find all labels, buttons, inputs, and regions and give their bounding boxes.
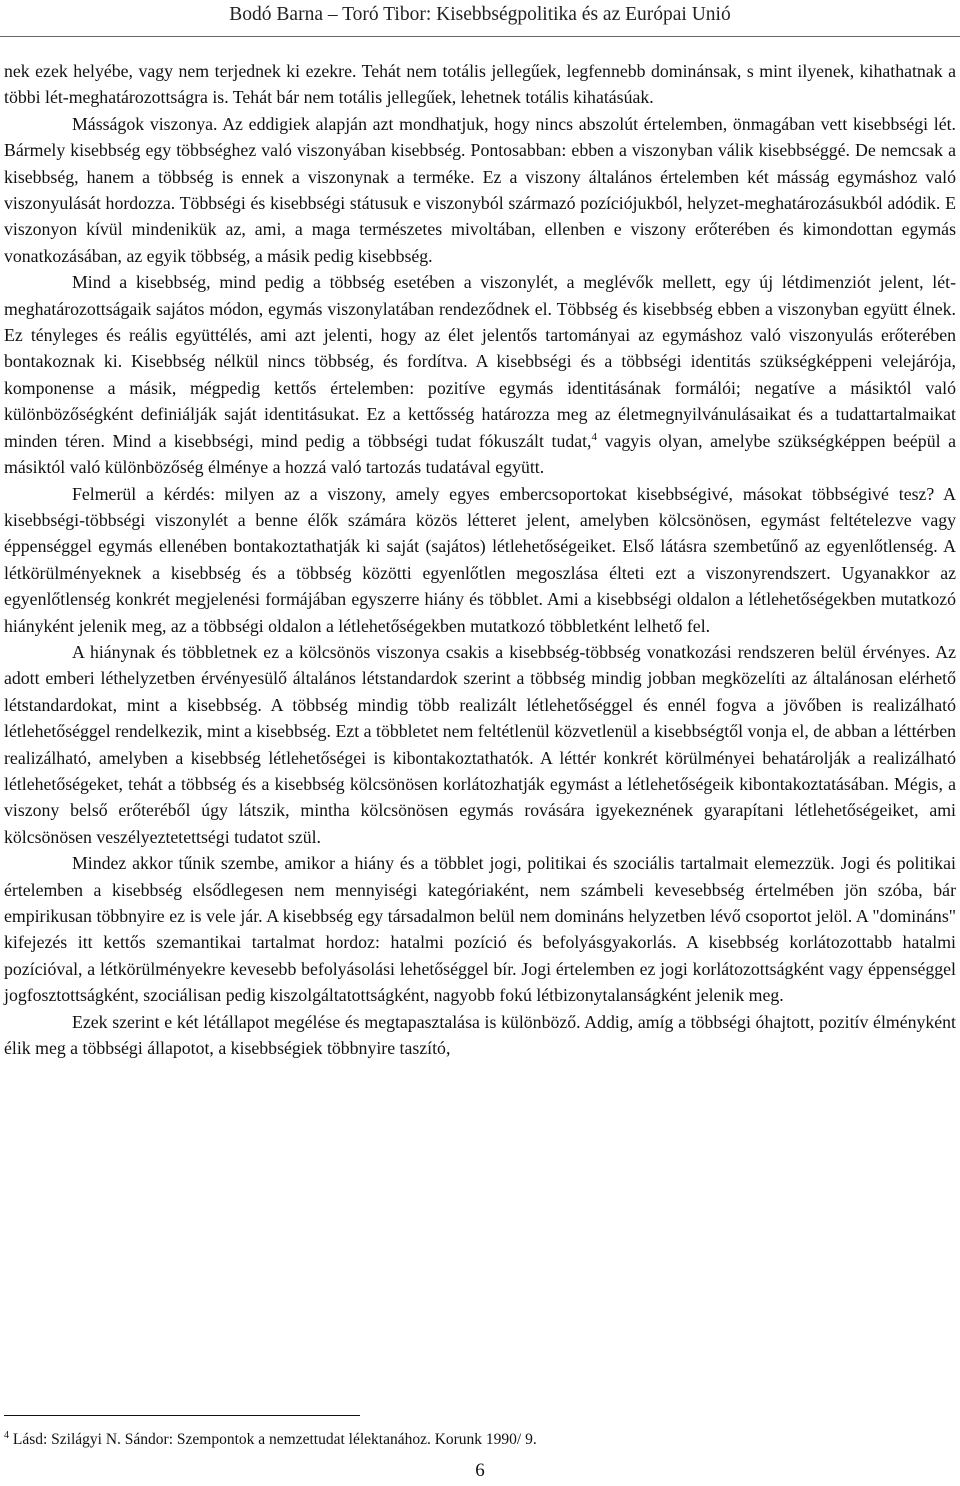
paragraph-text: Mind a kisebbség, mind pedig a többség esetében a viszonylét, a meglévők mellett, egy új létdimenziót jelent, lét-meghatározottságaik sajátos módon, egymás viszonylatában rendeződnek el. Többség és kisebbség ebben a viszonyban együtt élnek. Ez tényleges és reális együttélés, ami azt jelenti, hogy az élet jelentős tartományai az egymáshoz való viszonyulás erőterében bontakoznak ki. Kisebbség nélkül nincs többség, és fordítva. A kisebbségi és a többségi identitás szükségképpeni velejárója, komponense a másik, mégpedig kettős értelemben: pozitíve egymás identitásának formálói; negatíve a másiktól való különbözőségként definiálják saját identitásukat. Ez a kettősség határozza meg az életmegnyilvánulásaikat és a tudattartalmaikat minden téren. Mind a kisebbségi, mind pedig a többségi tudat fókuszált tudat, (4, 272, 956, 451)
footnote (4, 1430, 956, 1450)
paragraph-continued (4, 58, 956, 111)
running-header: Bodó Barna – Toró Tibor: Kisebbségpolitika és az Európai Unió (229, 4, 731, 25)
paragraph-text: vagyis olyan, amelybe szükségképpen beépül a másiktól való különbözőség élménye a hozzá való tartozás tudatával együtt. (4, 430, 956, 478)
paragraph-text: Másságok viszonya. Az eddigiek alapján azt mondhatjuk, hogy nincs abszolút értelemben, önmagában vett kisebbségi lét. Bármely kisebbség egy többséghez való viszonyában kisebbség. Pontosabban: ebben a viszonyban válik kisebbséggé. De nemcsak a kisebbség, hanem a többség is ennek a viszonynak a terméke. Ez a viszony általános értelemben két másság egymáshoz való viszonyulását hordozza. Többségi és kisebbségi státusuk e viszonyból származó pozíciójukból, helyzet-meghatározásukból adódik. E viszonyon kívül mindenikük az, ami, a maga természetes mivoltában, ellenben e viszony erőterében és kimondottan egymás vonatkozásában, az egyik többség, a másik pedig kisebbség. (4, 113, 956, 266)
paragraph-text: Ezek szerint e két létállapot megélése és megtapasztalása is különböző. Addig, amíg a többségi óhajtott, pozitív élményként élik meg a többségi állapotot, a kisebbségiek többnyire taszító, (4, 1011, 956, 1059)
paragraph (4, 111, 956, 269)
paragraph-text: A hiánynak és többletnek ez a kölcsönös viszonya csakis a kisebbség-többség vonatkozási rendszeren belül érvényes. Az adott emberi léthelyzetben érvényesülő általános létstandardok szerint a többség mindig jobban megközelíti az általánosan elérhető létstandardokat, mint a kisebbség. A többség mindig több realizált létlehetőséggel és ennél fogva a jövőben is realizálható létlehetőséggel rendelkezik, mint a kisebbség. Ezt a többletet nem feltétlenül közvetlenül a kisebbségtől vonja el, de abban a léttérben realizálható, amelyben a kisebbség létlehetőségei is kibontakoztathatók. A léttér konkrét körülményei behatárolják a realizálható létlehetőségeket, tehát a többség és a kisebbség kölcsönösen korlátozhatják egymást a létlehetőségeik kibontakoztatásában. Mégis, a viszony belső erőteréből úgy látszik, mintha kölcsönösen egymás rovására igyekeznének gyarapítani létlehetőségeiket, ami kölcsönösen veszélyeztetettségi tudatot szül. (4, 641, 956, 847)
paragraph-text: nek ezek helyébe, vagy nem terjednek ki ezekre. Tehát nem totális jellegűek, legfennebb dominánsak, s mint ilyenek, kihathatnak a többi lét-meghatározottságra is. Tehát bár nem totális jellegűek, lehetnek totális kihatásúak. (4, 61, 956, 108)
header-rule (0, 36, 960, 37)
page-number: 6 (475, 1460, 485, 1481)
footnote-text: Lásd: Szilágyi N. Sándor: Szempontok a nemzettudat lélektanához. Korunk 1990/ 9. (9, 1431, 537, 1448)
paragraph-text: Felmerül a kérdés: milyen az a viszony, amely egyes embercsoportokat kisebbségivé, másokat többségivé tesz? A kisebbségi-többségi viszonylét a benne élők számára közös létteret jelent, amelyben kölcsönösen, egymást feltételezve vagy éppenséggel egymás ellenében bontakoztathatják ki saját (sajátos) létlehetőségeiket. Első látásra szembetűnő az egyenlőtlenség. A létkörülményeknek a kisebbség és a többség közötti egyenlőtlen megoszlása élteti ezt a viszonyrendszert. Ugyanakkor az egyenlőtlenség konkrét megjelenési formájában egyszerre hiány és többlet. Ami a kisebbségi oldalon a létlehetőségekben mutatkozó hiányként jelenik meg, az a többségi oldalon a létlehetőségekben mutatkozó többletként lelhető fel. (4, 483, 956, 636)
paragraph (4, 850, 956, 1008)
footnote-reference: 4 (591, 430, 598, 443)
paragraph (4, 1009, 956, 1062)
footnote-rule (4, 1415, 360, 1416)
paragraph (4, 269, 956, 480)
footnote-number: 4 (4, 1429, 9, 1441)
body-text (4, 58, 956, 1061)
paragraph (4, 481, 956, 639)
paragraph-text: Mindez akkor tűnik szembe, amikor a hiány és a többlet jogi, politikai és szociális tartalmait elemezzük. Jogi és politikai értelemben a kisebbség elsődlegesen nem mennyiségi kategóriaként, nem számbeli kevesebbség értelmében jön szóba, bár empirikusan többnyire ez is vele jár. A kisebbség egy társadalmon belül nem domináns helyzetben lévő csoportot jelöl. A "domináns" kifejezés itt kettős szemantikai tartalmat hordoz: hatalmi pozíció és befolyásgyakorlás. A kisebbség korlátozottabb hatalmi pozícióval, a létkörülményekre kevesebb befolyásolási lehetőséggel bír. Jogi értelemben ez jogi korlátozottságként vagy éppenséggel jogfosztottságként, szociálisan pedig kiszolgáltatottságként, nagyobb fokú létbizonytalanságként jelenik meg. (4, 853, 956, 1006)
paragraph (4, 639, 956, 850)
